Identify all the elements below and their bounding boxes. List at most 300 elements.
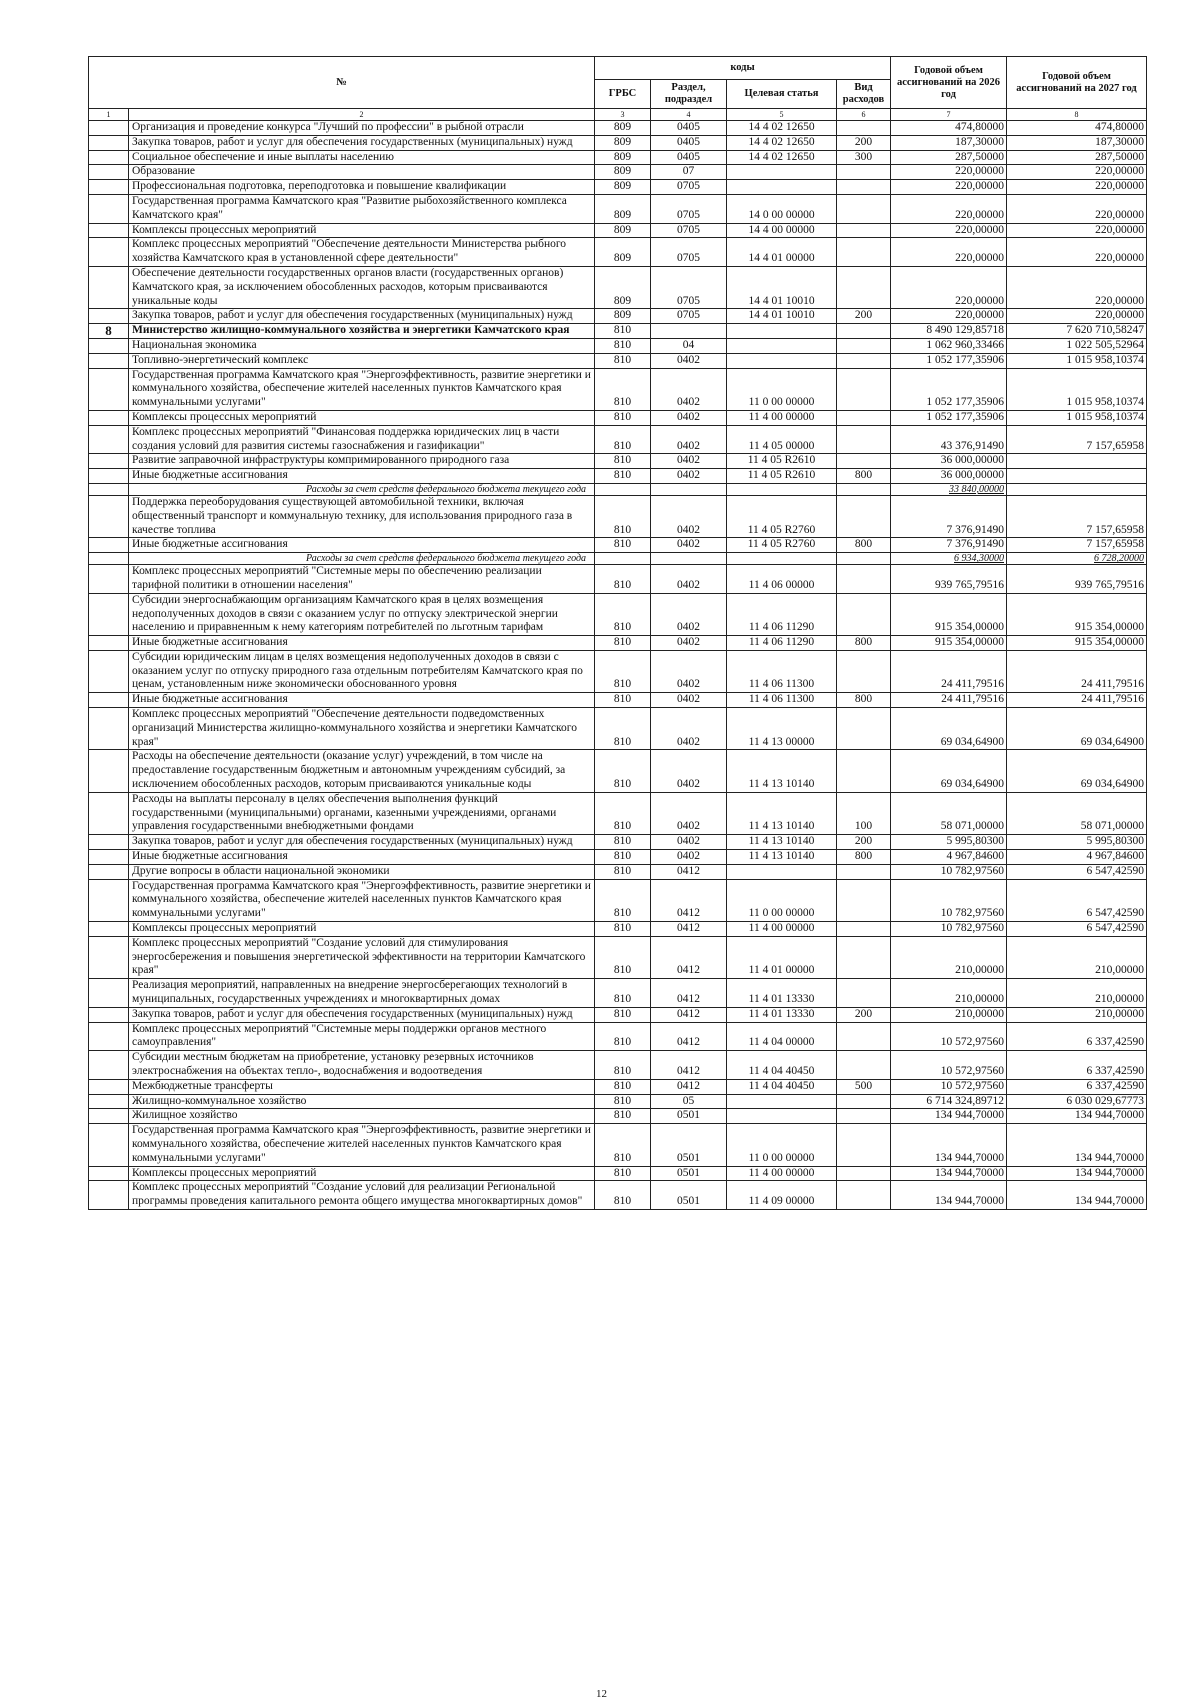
table-row bbox=[89, 1166, 1147, 1181]
row-expense-type: 500 bbox=[837, 1079, 891, 1094]
row-section: 0501 bbox=[651, 1109, 727, 1124]
row-article bbox=[727, 553, 837, 565]
row-expense-type: 200 bbox=[837, 135, 891, 150]
row-section: 0402 bbox=[651, 538, 727, 553]
row-section: 0402 bbox=[651, 708, 727, 750]
row-grbs: 810 bbox=[595, 922, 651, 937]
row-name: Иные бюджетные ассигнования bbox=[129, 636, 595, 651]
table-row bbox=[89, 121, 1147, 136]
row-grbs: 810 bbox=[595, 593, 651, 635]
row-article bbox=[727, 1109, 837, 1124]
row-expense-type: 800 bbox=[837, 636, 891, 651]
row-section: 0402 bbox=[651, 410, 727, 425]
row-grbs: 810 bbox=[595, 936, 651, 978]
row-section: 0705 bbox=[651, 266, 727, 308]
table-row bbox=[89, 1124, 1147, 1166]
row-section: 0405 bbox=[651, 121, 727, 136]
row-number bbox=[89, 1051, 129, 1080]
row-name: Комплекс процессных мероприятий "Создание условий для стимулирования энергосбережения и повышения энергетической эффективности на территории Камчатского края" bbox=[129, 936, 595, 978]
row-article: 11 4 05 R2760 bbox=[727, 538, 837, 553]
row-expense-type bbox=[837, 879, 891, 921]
row-article: 11 4 01 13330 bbox=[727, 979, 837, 1008]
row-amount-2026: 36 000,00000 bbox=[891, 454, 1007, 469]
row-number bbox=[89, 194, 129, 223]
row-article: 11 4 13 10140 bbox=[727, 850, 837, 865]
row-section: 0412 bbox=[651, 1007, 727, 1022]
header-colnum: 1 bbox=[89, 109, 129, 121]
row-number bbox=[89, 693, 129, 708]
row-number bbox=[89, 553, 129, 565]
row-name: Субсидии местным бюджетам на приобретение, установку резервных источников электроснабжения на объектах тепло-, водоснабжения и водоотведения bbox=[129, 1051, 595, 1080]
row-expense-type bbox=[837, 1051, 891, 1080]
row-amount-2027: 134 944,70000 bbox=[1007, 1166, 1147, 1181]
row-expense-type bbox=[837, 750, 891, 792]
table-row bbox=[89, 469, 1147, 484]
row-grbs: 809 bbox=[595, 135, 651, 150]
table-row bbox=[89, 1007, 1147, 1022]
row-expense-type bbox=[837, 238, 891, 267]
row-article: 11 4 05 R2610 bbox=[727, 469, 837, 484]
row-section: 0705 bbox=[651, 309, 727, 324]
table-row bbox=[89, 454, 1147, 469]
header-year-2027: Годовой объем ассигнований на 2027 год bbox=[1007, 57, 1147, 109]
row-number bbox=[89, 864, 129, 879]
row-grbs: 810 bbox=[595, 1124, 651, 1166]
row-grbs: 810 bbox=[595, 1094, 651, 1109]
row-grbs: 810 bbox=[595, 1109, 651, 1124]
row-section: 07 bbox=[651, 165, 727, 180]
row-number bbox=[89, 1181, 129, 1210]
table-row bbox=[89, 636, 1147, 651]
row-expense-type: 800 bbox=[837, 469, 891, 484]
row-name: Субсидии энергоснабжающим организациям Камчатского края в целях возмещения недополученных доходов в связи с оказанием услуг по отпуску электрической энергии населению и приравненным к нему категориям потребителей по льготным тарифам bbox=[129, 593, 595, 635]
header-colnum: 2 bbox=[129, 109, 595, 121]
row-grbs: 810 bbox=[595, 538, 651, 553]
table-row bbox=[89, 1109, 1147, 1124]
row-number bbox=[89, 636, 129, 651]
row-expense-type bbox=[837, 194, 891, 223]
header-article: Целевая статья bbox=[727, 80, 837, 109]
row-number bbox=[89, 835, 129, 850]
row-amount-2027: 1 022 505,52964 bbox=[1007, 338, 1147, 353]
row-number bbox=[89, 266, 129, 308]
row-amount-2026: 10 572,97560 bbox=[891, 1079, 1007, 1094]
row-amount-2027 bbox=[1007, 469, 1147, 484]
row-name: Комплексы процессных мероприятий bbox=[129, 922, 595, 937]
row-expense-type bbox=[837, 553, 891, 565]
row-amount-2026: 220,00000 bbox=[891, 180, 1007, 195]
row-section: 0402 bbox=[651, 565, 727, 594]
row-amount-2026: 10 572,97560 bbox=[891, 1051, 1007, 1080]
row-number bbox=[89, 135, 129, 150]
row-article: 14 4 02 12650 bbox=[727, 135, 837, 150]
row-name: Закупка товаров, работ и услуг для обеспечения государственных (муниципальных) нужд bbox=[129, 1007, 595, 1022]
row-name: Комплекс процессных мероприятий "Создание условий для реализации Региональной программы проведения капитального ремонта общего имущества многоквартирных домов" bbox=[129, 1181, 595, 1210]
table-row bbox=[89, 1051, 1147, 1080]
row-grbs: 810 bbox=[595, 708, 651, 750]
row-number bbox=[89, 538, 129, 553]
row-amount-2027: 220,00000 bbox=[1007, 165, 1147, 180]
document-sheet bbox=[88, 56, 1146, 1210]
table-row bbox=[89, 936, 1147, 978]
row-expense-type bbox=[837, 979, 891, 1008]
row-expense-type bbox=[837, 1022, 891, 1051]
row-name: Профессиональная подготовка, переподготовка и повышение квалификации bbox=[129, 180, 595, 195]
row-number bbox=[89, 565, 129, 594]
row-grbs: 810 bbox=[595, 454, 651, 469]
table-row bbox=[89, 266, 1147, 308]
row-grbs: 810 bbox=[595, 353, 651, 368]
table-row bbox=[89, 194, 1147, 223]
row-expense-type: 800 bbox=[837, 538, 891, 553]
row-article: 14 4 01 00000 bbox=[727, 238, 837, 267]
row-expense-type bbox=[837, 324, 891, 339]
row-article bbox=[727, 483, 837, 495]
row-article: 11 4 00 00000 bbox=[727, 922, 837, 937]
row-amount-2027: 4 967,84600 bbox=[1007, 850, 1147, 865]
row-section: 0705 bbox=[651, 223, 727, 238]
table-row bbox=[89, 979, 1147, 1008]
row-name: Иные бюджетные ассигнования bbox=[129, 469, 595, 484]
row-section: 0402 bbox=[651, 850, 727, 865]
row-name: Другие вопросы в области национальной экономики bbox=[129, 864, 595, 879]
row-article: 11 4 04 40450 bbox=[727, 1051, 837, 1080]
row-amount-2026: 220,00000 bbox=[891, 165, 1007, 180]
table-row bbox=[89, 864, 1147, 879]
row-name: Комплексы процессных мероприятий bbox=[129, 1166, 595, 1181]
header-colnum: 6 bbox=[837, 109, 891, 121]
table-row bbox=[89, 538, 1147, 553]
row-grbs: 809 bbox=[595, 238, 651, 267]
row-number bbox=[89, 750, 129, 792]
row-amount-2027: 58 071,00000 bbox=[1007, 792, 1147, 834]
header-codes: коды bbox=[595, 57, 891, 80]
row-section: 0412 bbox=[651, 1051, 727, 1080]
row-amount-2027: 1 015 958,10374 bbox=[1007, 410, 1147, 425]
row-name: Комплекс процессных мероприятий "Обеспечение деятельности Министерства рыбного хозяйства Камчатского края в установленной сфере деятельности" bbox=[129, 238, 595, 267]
row-number bbox=[89, 1094, 129, 1109]
row-name: Жилищное хозяйство bbox=[129, 1109, 595, 1124]
row-number bbox=[89, 338, 129, 353]
row-article: 11 0 00 00000 bbox=[727, 1124, 837, 1166]
row-name: Государственная программа Камчатского края "Энергоэффективность, развитие энергетики и коммунального хозяйства, обеспечение жителей населенных пунктов Камчатского края коммунальными услугами" bbox=[129, 879, 595, 921]
row-section: 0402 bbox=[651, 650, 727, 692]
row-grbs: 810 bbox=[595, 750, 651, 792]
row-amount-2027: 6 547,42590 bbox=[1007, 879, 1147, 921]
row-amount-2027 bbox=[1007, 483, 1147, 495]
row-name: Социальное обеспечение и иные выплаты населению bbox=[129, 150, 595, 165]
row-number bbox=[89, 1007, 129, 1022]
row-amount-2027: 134 944,70000 bbox=[1007, 1124, 1147, 1166]
row-grbs bbox=[595, 553, 651, 565]
row-amount-2026: 10 782,97560 bbox=[891, 879, 1007, 921]
row-amount-2026: 287,50000 bbox=[891, 150, 1007, 165]
row-name: Организация и проведение конкурса "Лучший по профессии" в рыбной отрасли bbox=[129, 121, 595, 136]
row-name: Межбюджетные трансферты bbox=[129, 1079, 595, 1094]
row-section: 0501 bbox=[651, 1181, 727, 1210]
row-section: 0412 bbox=[651, 1022, 727, 1051]
row-article: 11 4 13 10140 bbox=[727, 792, 837, 834]
row-section: 0412 bbox=[651, 864, 727, 879]
row-name: Комплекс процессных мероприятий "Обеспечение деятельности подведомственных организаций Министерства жилищно-коммунального хозяйства и энергетики Камчатского края" bbox=[129, 708, 595, 750]
row-name: Закупка товаров, работ и услуг для обеспечения государственных (муниципальных) нужд bbox=[129, 309, 595, 324]
row-expense-type bbox=[837, 121, 891, 136]
page-number: 12 bbox=[596, 1688, 607, 1700]
row-amount-2026: 210,00000 bbox=[891, 979, 1007, 1008]
row-grbs bbox=[595, 483, 651, 495]
row-number bbox=[89, 223, 129, 238]
row-amount-2026: 43 376,91490 bbox=[891, 425, 1007, 454]
row-amount-2027: 134 944,70000 bbox=[1007, 1181, 1147, 1210]
row-number bbox=[89, 121, 129, 136]
row-article: 14 0 00 00000 bbox=[727, 194, 837, 223]
row-section: 04 bbox=[651, 338, 727, 353]
row-number bbox=[89, 469, 129, 484]
row-expense-type bbox=[837, 650, 891, 692]
row-section: 0402 bbox=[651, 425, 727, 454]
row-grbs: 810 bbox=[595, 1051, 651, 1080]
row-grbs: 810 bbox=[595, 879, 651, 921]
row-name: Жилищно-коммунальное хозяйство bbox=[129, 1094, 595, 1109]
row-article: 11 4 01 13330 bbox=[727, 1007, 837, 1022]
row-number bbox=[89, 979, 129, 1008]
row-section: 0501 bbox=[651, 1166, 727, 1181]
table-row bbox=[89, 693, 1147, 708]
row-name: Реализация мероприятий, направленных на внедрение энергосберегающих технологий в муниципальных, государственных учреждениях и многоквартирных домах bbox=[129, 979, 595, 1008]
table-row bbox=[89, 1022, 1147, 1051]
table-header bbox=[89, 57, 1147, 121]
row-amount-2026: 1 052 177,35906 bbox=[891, 410, 1007, 425]
row-number bbox=[89, 1124, 129, 1166]
row-grbs: 810 bbox=[595, 792, 651, 834]
row-amount-2027: 220,00000 bbox=[1007, 309, 1147, 324]
row-amount-2026: 24 411,79516 bbox=[891, 693, 1007, 708]
row-article: 14 4 02 12650 bbox=[727, 121, 837, 136]
row-grbs: 810 bbox=[595, 425, 651, 454]
row-amount-2027: 915 354,00000 bbox=[1007, 636, 1147, 651]
row-section: 0412 bbox=[651, 922, 727, 937]
row-amount-2027: 1 015 958,10374 bbox=[1007, 368, 1147, 410]
row-expense-type bbox=[837, 864, 891, 879]
row-number bbox=[89, 922, 129, 937]
row-amount-2026: 4 967,84600 bbox=[891, 850, 1007, 865]
header-colnum: 4 bbox=[651, 109, 727, 121]
row-grbs: 810 bbox=[595, 864, 651, 879]
row-amount-2026: 474,80000 bbox=[891, 121, 1007, 136]
row-section: 0405 bbox=[651, 135, 727, 150]
row-amount-2027: 210,00000 bbox=[1007, 979, 1147, 1008]
row-section: 0402 bbox=[651, 693, 727, 708]
row-expense-type bbox=[837, 936, 891, 978]
row-grbs: 809 bbox=[595, 165, 651, 180]
row-amount-2027: 6 547,42590 bbox=[1007, 922, 1147, 937]
row-article: 11 4 00 00000 bbox=[727, 1166, 837, 1181]
row-expense-type: 800 bbox=[837, 693, 891, 708]
row-expense-type: 200 bbox=[837, 1007, 891, 1022]
header-colnum: 5 bbox=[727, 109, 837, 121]
row-amount-2027: 220,00000 bbox=[1007, 223, 1147, 238]
row-name: Государственная программа Камчатского края "Энергоэффективность, развитие энергетики и коммунального хозяйства, обеспечение жителей населенных пунктов Камчатского края коммунальными услугами" bbox=[129, 1124, 595, 1166]
row-amount-2026: 69 034,64900 bbox=[891, 708, 1007, 750]
row-amount-2027: 474,80000 bbox=[1007, 121, 1147, 136]
row-number bbox=[89, 850, 129, 865]
table-row bbox=[89, 410, 1147, 425]
row-amount-2027: 210,00000 bbox=[1007, 936, 1147, 978]
table-row bbox=[89, 850, 1147, 865]
row-number bbox=[89, 1166, 129, 1181]
row-name: Закупка товаров, работ и услуг для обеспечения государственных (муниципальных) нужд bbox=[129, 135, 595, 150]
table-row bbox=[89, 879, 1147, 921]
row-expense-type bbox=[837, 1124, 891, 1166]
row-number bbox=[89, 879, 129, 921]
row-name: Иные бюджетные ассигнования bbox=[129, 850, 595, 865]
row-section: 0412 bbox=[651, 979, 727, 1008]
row-name: Национальная экономика bbox=[129, 338, 595, 353]
row-grbs: 810 bbox=[595, 1022, 651, 1051]
row-amount-2027: 69 034,64900 bbox=[1007, 708, 1147, 750]
row-grbs: 810 bbox=[595, 979, 651, 1008]
row-expense-type bbox=[837, 483, 891, 495]
table-row bbox=[89, 238, 1147, 267]
row-amount-2026: 7 376,91490 bbox=[891, 538, 1007, 553]
row-expense-type bbox=[837, 922, 891, 937]
row-section: 0412 bbox=[651, 879, 727, 921]
row-section: 0402 bbox=[651, 353, 727, 368]
row-amount-2027: 220,00000 bbox=[1007, 266, 1147, 308]
row-amount-2026: 220,00000 bbox=[891, 309, 1007, 324]
row-number bbox=[89, 425, 129, 454]
row-amount-2027: 220,00000 bbox=[1007, 238, 1147, 267]
row-expense-type bbox=[837, 454, 891, 469]
table-row bbox=[89, 353, 1147, 368]
row-name: Иные бюджетные ассигнования bbox=[129, 693, 595, 708]
row-section: 0402 bbox=[651, 469, 727, 484]
row-expense-type bbox=[837, 565, 891, 594]
row-amount-2026: 69 034,64900 bbox=[891, 750, 1007, 792]
row-article: 11 4 06 11290 bbox=[727, 593, 837, 635]
row-section: 0705 bbox=[651, 194, 727, 223]
row-section: 0402 bbox=[651, 454, 727, 469]
row-article bbox=[727, 338, 837, 353]
row-article: 11 4 06 11290 bbox=[727, 636, 837, 651]
table-row bbox=[89, 750, 1147, 792]
row-name: Развитие заправочной инфраструктуры компримированного природного газа bbox=[129, 454, 595, 469]
row-number bbox=[89, 483, 129, 495]
row-number bbox=[89, 792, 129, 834]
row-article bbox=[727, 864, 837, 879]
row-section bbox=[651, 553, 727, 565]
row-amount-2026: 915 354,00000 bbox=[891, 636, 1007, 651]
row-article bbox=[727, 165, 837, 180]
row-article: 11 4 06 00000 bbox=[727, 565, 837, 594]
row-article: 11 4 09 00000 bbox=[727, 1181, 837, 1210]
table-row bbox=[89, 338, 1147, 353]
row-article: 11 4 01 00000 bbox=[727, 936, 837, 978]
table-row bbox=[89, 1094, 1147, 1109]
row-name: Министерство жилищно-коммунального хозяйства и энергетики Камчатского края bbox=[129, 324, 595, 339]
row-name: Образование bbox=[129, 165, 595, 180]
row-expense-type: 300 bbox=[837, 150, 891, 165]
row-expense-type bbox=[837, 368, 891, 410]
row-amount-2027: 6 547,42590 bbox=[1007, 864, 1147, 879]
row-amount-2027: 24 411,79516 bbox=[1007, 650, 1147, 692]
row-amount-2027: 220,00000 bbox=[1007, 180, 1147, 195]
row-number bbox=[89, 309, 129, 324]
row-name: Закупка товаров, работ и услуг для обеспечения государственных (муниципальных) нужд bbox=[129, 835, 595, 850]
row-amount-2026: 36 000,00000 bbox=[891, 469, 1007, 484]
row-expense-type bbox=[837, 338, 891, 353]
row-amount-2026: 210,00000 bbox=[891, 936, 1007, 978]
row-amount-2027: 210,00000 bbox=[1007, 1007, 1147, 1022]
row-section bbox=[651, 483, 727, 495]
table-row bbox=[89, 180, 1147, 195]
row-section: 0501 bbox=[651, 1124, 727, 1166]
federal-budget-row bbox=[89, 553, 1147, 565]
row-grbs: 809 bbox=[595, 150, 651, 165]
row-grbs: 810 bbox=[595, 368, 651, 410]
table-row bbox=[89, 1079, 1147, 1094]
row-expense-type: 100 bbox=[837, 792, 891, 834]
row-section: 05 bbox=[651, 1094, 727, 1109]
row-article bbox=[727, 1094, 837, 1109]
row-amount-2026: 7 376,91490 bbox=[891, 495, 1007, 537]
row-expense-type bbox=[837, 410, 891, 425]
row-amount-2026: 210,00000 bbox=[891, 1007, 1007, 1022]
row-name: Расходы на обеспечение деятельности (оказание услуг) учреждений, в том числе на предоставление государственным бюджетным и автономным учреждениям субсидий, за исключением обособленных расходов, которым присваиваются уникальные коды bbox=[129, 750, 595, 792]
row-number bbox=[89, 708, 129, 750]
row-amount-2027: 1 015 958,10374 bbox=[1007, 353, 1147, 368]
row-number bbox=[89, 1109, 129, 1124]
row-article: 11 4 06 11300 bbox=[727, 693, 837, 708]
row-grbs: 810 bbox=[595, 324, 651, 339]
row-article: 11 4 13 10140 bbox=[727, 835, 837, 850]
federal-budget-row bbox=[89, 483, 1147, 495]
row-amount-2026: 1 052 177,35906 bbox=[891, 368, 1007, 410]
row-section: 0405 bbox=[651, 150, 727, 165]
row-amount-2027: 24 411,79516 bbox=[1007, 693, 1147, 708]
table-row bbox=[89, 135, 1147, 150]
row-name: Расходы за счет средств федерального бюджета текущего года bbox=[129, 483, 595, 495]
row-name: Субсидии юридическим лицам в целях возмещения недополученных доходов в связи с оказанием услуг по отпуску природного газа отдельным потребителям Камчатского края по ценам, установленным ниже экономически обоснованного уровня bbox=[129, 650, 595, 692]
row-amount-2026: 1 062 960,33466 bbox=[891, 338, 1007, 353]
row-number bbox=[89, 1079, 129, 1094]
row-name: Иные бюджетные ассигнования bbox=[129, 538, 595, 553]
row-amount-2026: 220,00000 bbox=[891, 223, 1007, 238]
row-article: 11 0 00 00000 bbox=[727, 368, 837, 410]
row-name: Комплексы процессных мероприятий bbox=[129, 223, 595, 238]
row-name: Расходы на выплаты персоналу в целях обеспечения выполнения функций государственными (муниципальными) органами, казенными учреждениями, органами управления государственными внебюджетными фондами bbox=[129, 792, 595, 834]
row-name: Поддержка переоборудования существующей автомобильной техники, включая общественный транспорт и коммунальную технику, для использования природного газа в качестве топлива bbox=[129, 495, 595, 537]
row-article: 14 4 01 10010 bbox=[727, 266, 837, 308]
row-grbs: 810 bbox=[595, 1166, 651, 1181]
table-body bbox=[89, 121, 1147, 1210]
row-amount-2026: 5 995,80300 bbox=[891, 835, 1007, 850]
row-amount-2026: 915 354,00000 bbox=[891, 593, 1007, 635]
header-expense-type: Вид расходов bbox=[837, 80, 891, 109]
row-name: Обеспечение деятельности государственных органов власти (государственных органов) Камчатского края, за исключением обособленных расходов, которым присваиваются уникальные коды bbox=[129, 266, 595, 308]
table-row bbox=[89, 922, 1147, 937]
row-number bbox=[89, 165, 129, 180]
row-expense-type: 800 bbox=[837, 850, 891, 865]
row-grbs: 809 bbox=[595, 266, 651, 308]
table-row bbox=[89, 223, 1147, 238]
row-amount-2026: 10 782,97560 bbox=[891, 922, 1007, 937]
row-amount-2026: 220,00000 bbox=[891, 238, 1007, 267]
row-expense-type bbox=[837, 708, 891, 750]
row-grbs: 810 bbox=[595, 650, 651, 692]
row-grbs: 810 bbox=[595, 1181, 651, 1210]
row-article bbox=[727, 353, 837, 368]
